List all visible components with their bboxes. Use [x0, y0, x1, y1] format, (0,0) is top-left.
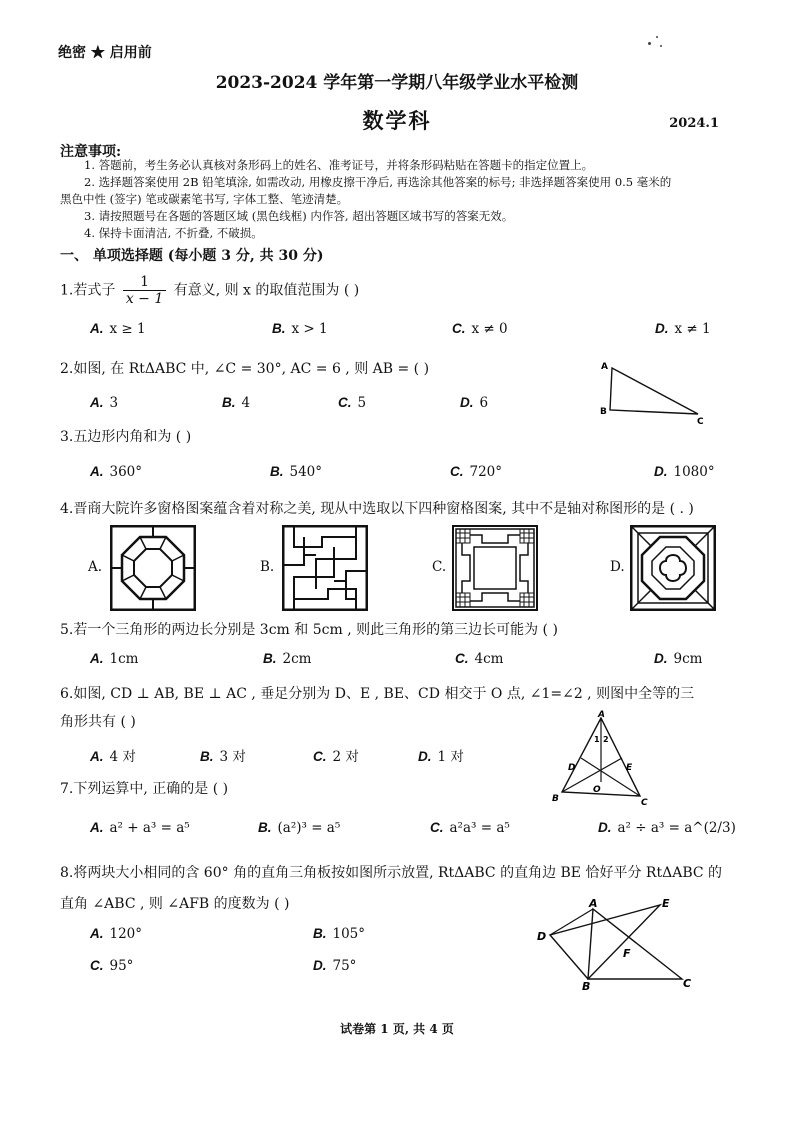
option-text: x ≠ 1	[674, 321, 711, 337]
q1-stem-pre: 1.若式子	[60, 282, 116, 299]
option-text: 6	[479, 395, 489, 411]
option-letter: C.	[430, 820, 444, 835]
vertex-label-e: E	[662, 897, 670, 910]
note-item: 4. 保持卡面清洁, 不折叠, 不破损。	[84, 226, 263, 240]
question-7: 7.下列运算中, 正确的是 ( )	[60, 781, 229, 797]
option-text: 720°	[469, 464, 503, 480]
scan-speck	[648, 42, 651, 45]
q5-option-b[interactable]	[263, 651, 311, 667]
q2-option-a[interactable]	[90, 395, 118, 411]
triangle-dbe	[550, 905, 660, 979]
vertex-label-a: A	[601, 362, 608, 372]
subject-title: 数学科	[362, 108, 432, 133]
triangle-abc	[610, 368, 698, 414]
q3-option-c[interactable]	[450, 464, 502, 480]
q5-option-d[interactable]	[654, 651, 702, 667]
note-item: 1. 答题前，考生务必认真核对条形码上的姓名、准考证号，并将条形码粘贴在答题卡的指定位置上。	[84, 158, 594, 172]
note-item: 3. 请按照题号在各题的答题区域 (黑色线框) 内作答, 超出答题区域书写的答案无效。	[84, 209, 514, 223]
option-letter: C.	[338, 395, 352, 410]
triangle-abc	[588, 909, 682, 979]
vertex-label-o: O	[593, 785, 601, 795]
option-text: x ≥ 1	[109, 321, 146, 337]
option-letter: B.	[272, 321, 286, 336]
vertex-label-c: C	[683, 977, 692, 990]
vertex-label-d: D	[568, 763, 576, 773]
q2-option-d[interactable]	[460, 395, 488, 411]
option-text: 4cm	[474, 651, 504, 667]
vertex-label-b: B	[552, 794, 559, 804]
option-letter: A.	[90, 321, 104, 336]
option-letter: C.	[455, 651, 469, 666]
q4-label-d[interactable]: D.	[610, 559, 625, 575]
q4-label-a[interactable]: A.	[88, 559, 103, 575]
option-text: 1080°	[673, 464, 715, 480]
q8-triangles-figure	[532, 893, 702, 993]
option-letter: A.	[90, 820, 104, 835]
q1-option-d[interactable]	[655, 321, 711, 337]
option-text: 5	[357, 395, 367, 411]
q7-option-a[interactable]	[90, 820, 190, 836]
note-item: 黑色中性 (签字) 笔或碳素笔书写, 字体工整、笔迹清楚。	[60, 192, 349, 206]
option-text: 2 对	[332, 749, 359, 765]
question-5: 5.若一个三角形的两边长分别是 3cm 和 5cm , 则此三角形的第三边长可能为 ( )	[60, 622, 558, 638]
option-text: 95°	[109, 958, 134, 974]
option-letter: B.	[222, 395, 236, 410]
option-text: 540°	[289, 464, 323, 480]
q5-option-c[interactable]	[455, 651, 503, 667]
option-text: 1cm	[109, 651, 139, 667]
option-text: 3	[109, 395, 119, 411]
question-1	[60, 274, 359, 307]
vertex-label-d: D	[537, 930, 547, 943]
q6-option-d[interactable]	[418, 745, 464, 765]
option-letter: C.	[452, 321, 466, 336]
option-letter: A.	[90, 651, 104, 666]
option-letter: B.	[258, 820, 272, 835]
option-letter: D.	[654, 651, 668, 666]
option-letter: D.	[654, 464, 668, 479]
section-title: 一、 单项选择题 (每小题 3 分, 共 30 分)	[60, 248, 324, 264]
option-letter: B.	[200, 749, 214, 764]
option-text: 4 对	[109, 749, 136, 765]
option-letter: B.	[270, 464, 284, 479]
page-footer: 试卷第 1 页, 共 4 页	[340, 1022, 454, 1036]
q1-numerator: 1	[123, 274, 166, 291]
q4-label-b[interactable]: B.	[260, 559, 275, 575]
option-letter: A.	[90, 926, 104, 941]
q1-option-a[interactable]	[90, 321, 146, 337]
q6-option-c[interactable]	[313, 745, 359, 765]
q8-option-c[interactable]	[90, 958, 133, 974]
q1-fraction	[123, 274, 166, 307]
angle-label-2: 2	[603, 735, 609, 744]
exam-title: 2023-2024 学年第一学期八年级学业水平检测	[215, 73, 579, 93]
confidential-tag: 绝密 ★ 启用前	[58, 45, 152, 61]
scan-speck	[656, 36, 658, 38]
angle-label-1: 1	[594, 735, 600, 744]
note-item: 2. 选择题答案使用 2B 铅笔填涂, 如需改动, 用橡皮擦干净后, 再选涂其他答案的标号; 非选择题答案使用 0.5 毫米的	[84, 175, 672, 189]
question-2: 2.如图, 在 RtΔABC 中, ∠C = 30°, AC = 6 , 则 AB = ( )	[60, 361, 430, 377]
option-text: a² ÷ a³ = a^(2/3)	[617, 820, 736, 836]
option-text: 1 对	[437, 749, 464, 765]
option-letter: D.	[655, 321, 669, 336]
q3-option-d[interactable]	[654, 464, 715, 480]
notes-title: 注意事项:	[60, 144, 122, 160]
vertex-label-c: C	[697, 417, 704, 427]
question-8-line-1: 8.将两块大小相同的含 60° 角的直角三角板按如图所示放置, RtΔABC 的直角边 BE 恰好平分 RtΔABC 的	[60, 865, 723, 881]
option-text: 4	[241, 395, 251, 411]
q1-option-c[interactable]	[452, 321, 508, 337]
question-3: 3.五边形内角和为 ( )	[60, 429, 192, 445]
option-text: 2cm	[282, 651, 312, 667]
q8-option-d[interactable]	[313, 958, 356, 974]
option-text: 3 对	[219, 749, 246, 765]
q2-triangle-figure	[596, 356, 716, 428]
option-text: 360°	[109, 464, 143, 480]
q1-option-b[interactable]	[272, 321, 328, 337]
q3-option-a[interactable]	[90, 464, 142, 480]
option-text: 75°	[332, 958, 357, 974]
option-letter: D.	[598, 820, 612, 835]
q4-window-pattern-c[interactable]	[452, 525, 538, 611]
q7-option-d[interactable]	[598, 820, 736, 836]
option-letter: D.	[460, 395, 474, 410]
q2-option-c[interactable]	[338, 395, 366, 411]
option-text: (a²)³ = a⁵	[277, 820, 341, 836]
q4-window-pattern-a[interactable]	[110, 525, 196, 611]
question-8-line-2: 直角 ∠ABC , 则 ∠AFB 的度数为 ( )	[60, 896, 290, 912]
q3-option-b[interactable]	[270, 464, 322, 480]
option-letter: C.	[313, 749, 327, 764]
option-text: x > 1	[291, 321, 328, 337]
q7-option-b[interactable]	[258, 820, 340, 836]
q2-option-b[interactable]	[222, 395, 250, 411]
q1-stem-post: 有意义, 则 x 的取值范围为 ( )	[173, 282, 360, 299]
option-letter: A.	[90, 464, 104, 479]
vertex-label-e: E	[626, 763, 633, 773]
option-letter: D.	[418, 749, 432, 764]
option-text: 9cm	[673, 651, 703, 667]
q8-option-a[interactable]	[90, 926, 142, 942]
q6-option-a[interactable]	[90, 745, 136, 765]
q6-option-b[interactable]	[200, 745, 246, 765]
question-6-line-2: 角形共有 ( )	[60, 714, 136, 730]
option-letter: D.	[313, 958, 327, 973]
vertex-label-b: B	[582, 980, 591, 993]
q1-denominator: x − 1	[125, 291, 164, 307]
vertex-label-b: B	[600, 407, 607, 417]
option-letter: A.	[90, 749, 104, 764]
q5-option-a[interactable]	[90, 651, 138, 667]
option-text: 120°	[109, 926, 143, 942]
vertex-label-c: C	[641, 798, 648, 808]
option-text: a² + a³ = a⁵	[109, 820, 190, 836]
vertex-label-a: A	[589, 897, 598, 910]
q4-label-c[interactable]: C.	[432, 559, 447, 575]
question-6-line-1: 6.如图, CD ⊥ AB, BE ⊥ AC , 垂足分别为 D、E , BE、CD 相交于 O 点, ∠1=∠2 , 则图中全等的三	[60, 686, 695, 702]
exam-date: 2024.1	[669, 116, 719, 131]
question-4: 4.晋商大院许多窗格图案蕴含着对称之美, 现从中选取以下四种窗格图案, 其中不是轴对称图形的是 ( . )	[60, 501, 694, 517]
q6-triangle-figure	[548, 706, 658, 810]
q8-option-b[interactable]	[313, 926, 365, 942]
q7-option-c[interactable]	[430, 820, 510, 836]
q4-window-pattern-b[interactable]	[282, 525, 368, 611]
option-text: a²a³ = a⁵	[449, 820, 510, 836]
vertex-label-a: A	[598, 710, 605, 720]
option-letter: C.	[90, 958, 104, 973]
q4-window-pattern-d[interactable]	[630, 525, 716, 611]
option-text: x ≠ 0	[471, 321, 508, 337]
option-letter: B.	[313, 926, 327, 941]
vertex-label-f: F	[623, 947, 631, 960]
option-letter: C.	[450, 464, 464, 479]
option-letter: B.	[263, 651, 277, 666]
option-letter: A.	[90, 395, 104, 410]
scan-speck	[660, 45, 662, 47]
option-text: 105°	[332, 926, 366, 942]
